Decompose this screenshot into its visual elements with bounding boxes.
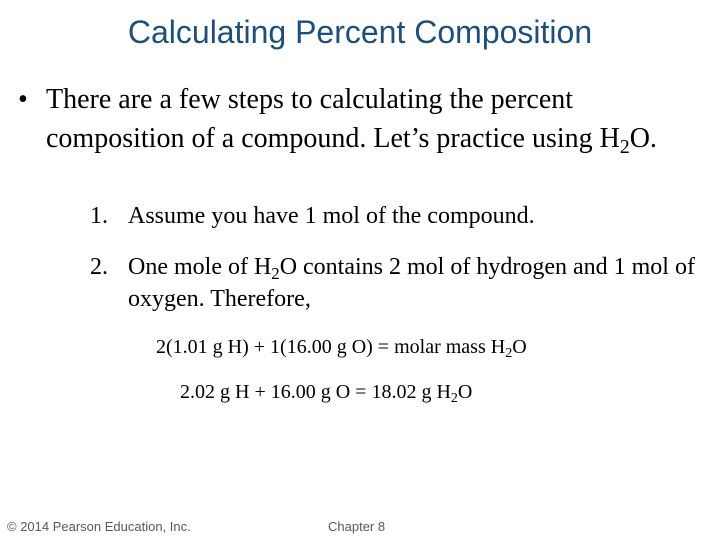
equation-text-end: O	[512, 336, 527, 358]
footer-copyright: © 2014 Pearson Education, Inc.	[7, 519, 191, 534]
step-text	[128, 251, 698, 315]
bullet-marker: •	[18, 84, 28, 115]
equation-molar-mass	[156, 334, 527, 360]
step-text-end: O contains 2 mol of hydrogen and 1 mol of oxygen. Therefore,	[128, 254, 695, 312]
step-text: Assume you have 1 mol of the compound.	[128, 203, 535, 229]
step-number: 2.	[90, 254, 108, 280]
step-text-main: One mole of H	[128, 254, 272, 280]
subscript-2: 2	[505, 346, 513, 362]
equation-text: 2.02 g H + 16.00 g O = 18.02 g H	[180, 381, 451, 403]
subscript-2: 2	[619, 136, 630, 158]
subscript-2: 2	[450, 391, 458, 407]
footer-chapter: Chapter 8	[328, 519, 386, 534]
bullet-text-end: O.	[629, 123, 657, 154]
subscript-2: 2	[271, 264, 280, 284]
equation-text: 2(1.01 g H) + 1(16.00 g O) = molar mass H	[156, 336, 506, 358]
equation-text-end: O	[457, 381, 473, 403]
equation-result	[180, 379, 472, 405]
slide-title: Calculating Percent Composition	[127, 14, 593, 50]
step-number: 1.	[90, 203, 108, 229]
bullet-text	[46, 80, 676, 158]
bullet-text-main: There are a few steps to calculating the percent composition of a compound. Let’s practice using H	[46, 84, 620, 154]
